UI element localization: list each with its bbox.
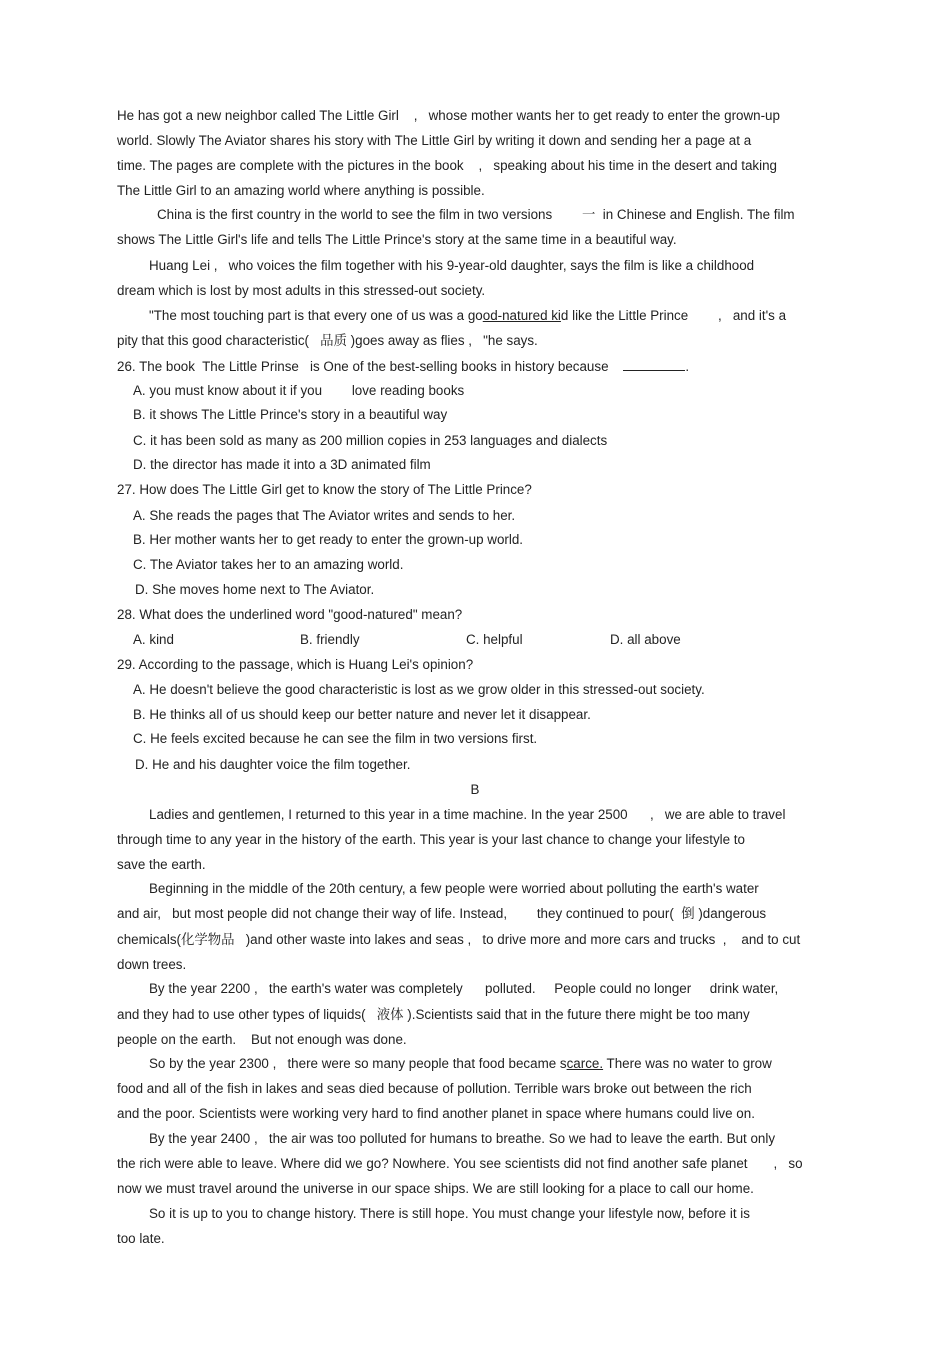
text-line: the rich were able to leave. Where did we go? Nowhere. You see scientists did not find another safe planet , so	[117, 1156, 803, 1171]
option: C. He feels excited because he can see the film in two versions first.	[133, 731, 538, 746]
option: B. it shows The Little Prince's story in a beautiful way	[133, 407, 448, 422]
option: B. Her mother wants her to get ready to enter the grown-up world.	[133, 532, 524, 547]
option: C. helpful	[466, 632, 523, 647]
paragraph-text: There was no water to grow	[603, 1056, 772, 1071]
text-line: Ladies and gentlemen, I returned to this year in a time machine. In the year 2500 , we are able to travel	[149, 807, 786, 822]
underlined-word: od-natured ki	[482, 308, 561, 323]
text-line: down trees.	[117, 957, 187, 972]
answer-blank	[623, 358, 685, 371]
text-line: now we must travel around the universe in our space ships. We are still looking for a place to call our home.	[117, 1181, 754, 1196]
text-line: Huang Lei , who voices the film together with his 9-year-old daughter, says the film is like a childhood	[149, 258, 755, 273]
text-line: chemicals(化学物品 )and other waste into lakes and seas , to drive more and more cars and trucks , and to cut	[117, 932, 801, 947]
option: A. He doesn't believe the good characteristic is lost as we grow older in this stressed-out society.	[133, 682, 705, 697]
text-line: too late.	[117, 1231, 165, 1246]
question-29: 29. According to the passage, which is Huang Lei's opinion?	[117, 657, 474, 672]
text-line: By the year 2400 , the air was too polluted for humans to breathe. So we had to leave the earth. But only	[149, 1131, 776, 1146]
quote-text: "The most touching part is that every one of us was a go	[149, 308, 483, 323]
text-line: shows The Little Girl's life and tells The Little Prince's story at the same time in a beautiful way.	[117, 232, 677, 247]
option: D. all above	[610, 632, 681, 647]
text-line: and air, but most people did not change their way of life. Instead, they continued to pour( 倒 )dangerous	[117, 906, 767, 921]
quote-line	[149, 308, 786, 324]
text-line: save the earth.	[117, 857, 206, 872]
option: B. He thinks all of us should keep our better nature and never let it disappear.	[133, 707, 591, 722]
option: D. She moves home next to The Aviator.	[135, 582, 375, 597]
question-text: 26. The book The Little Prinse is One of the best-selling books in history because	[117, 359, 609, 374]
question-end: .	[685, 359, 690, 374]
underlined-word: carce.	[566, 1056, 604, 1071]
section-heading: B	[470, 782, 480, 797]
option: D. He and his daughter voice the film together.	[135, 757, 411, 772]
text-line: people on the earth. But not enough was done.	[117, 1032, 407, 1047]
text-line: and they had to use other types of liquids( 液体 ).Scientists said that in the future there might be too many	[117, 1007, 750, 1022]
text-line: He has got a new neighbor called The Little Girl , whose mother wants her to get ready to enter the grown-up	[117, 108, 780, 123]
option: C. The Aviator takes her to an amazing world.	[133, 557, 404, 572]
text-line: world. Slowly The Aviator shares his story with The Little Girl by writing it down and sending her a page at a	[117, 133, 752, 148]
text-line: The Little Girl to an amazing world where anything is possible.	[117, 183, 485, 198]
text-line: dream which is lost by most adults in this stressed-out society.	[117, 283, 486, 298]
text-line: By the year 2200 , the earth's water was completely polluted. People could no longer drink water,	[149, 981, 779, 996]
question-28: 28. What does the underlined word "good-natured" mean?	[117, 607, 463, 622]
option: C. it has been sold as many as 200 million copies in 253 languages and dialects	[133, 433, 608, 448]
quote-text: d like the Little Prince , and it's a	[560, 308, 787, 323]
question-26	[117, 358, 689, 375]
option: A. you must know about it if you love reading books	[133, 383, 465, 398]
text-line: time. The pages are complete with the pictures in the book , speaking about his time in the desert and taking	[117, 158, 777, 173]
option: B. friendly	[300, 632, 360, 647]
question-27: 27. How does The Little Girl get to know the story of The Little Prince?	[117, 482, 532, 497]
text-line: pity that this good characteristic( 品质 )goes away as flies , "he says.	[117, 333, 538, 348]
text-line: China is the first country in the world to see the film in two versions 一 in Chinese and English. The film	[157, 207, 795, 222]
text-line: So it is up to you to change history. There is still hope. You must change your lifestyle now, before it is	[149, 1206, 750, 1221]
scarce-line	[149, 1056, 772, 1072]
option: A. kind	[133, 632, 174, 647]
option: D. the director has made it into a 3D animated film	[133, 457, 431, 472]
text-line: Beginning in the middle of the 20th century, a few people were worried about polluting the earth's water	[149, 881, 759, 896]
text-line: food and all of the fish in lakes and seas died because of pollution. Terrible wars broke out between the rich	[117, 1081, 752, 1096]
text-line: and the poor. Scientists were working very hard to find another planet in space where humans could live on.	[117, 1106, 755, 1121]
text-line: through time to any year in the history of the earth. This year is your last chance to change your lifestyle to	[117, 832, 745, 847]
paragraph-text: So by the year 2300 , there were so many people that food became s	[149, 1056, 567, 1071]
option: A. She reads the pages that The Aviator writes and sends to her.	[133, 508, 516, 523]
